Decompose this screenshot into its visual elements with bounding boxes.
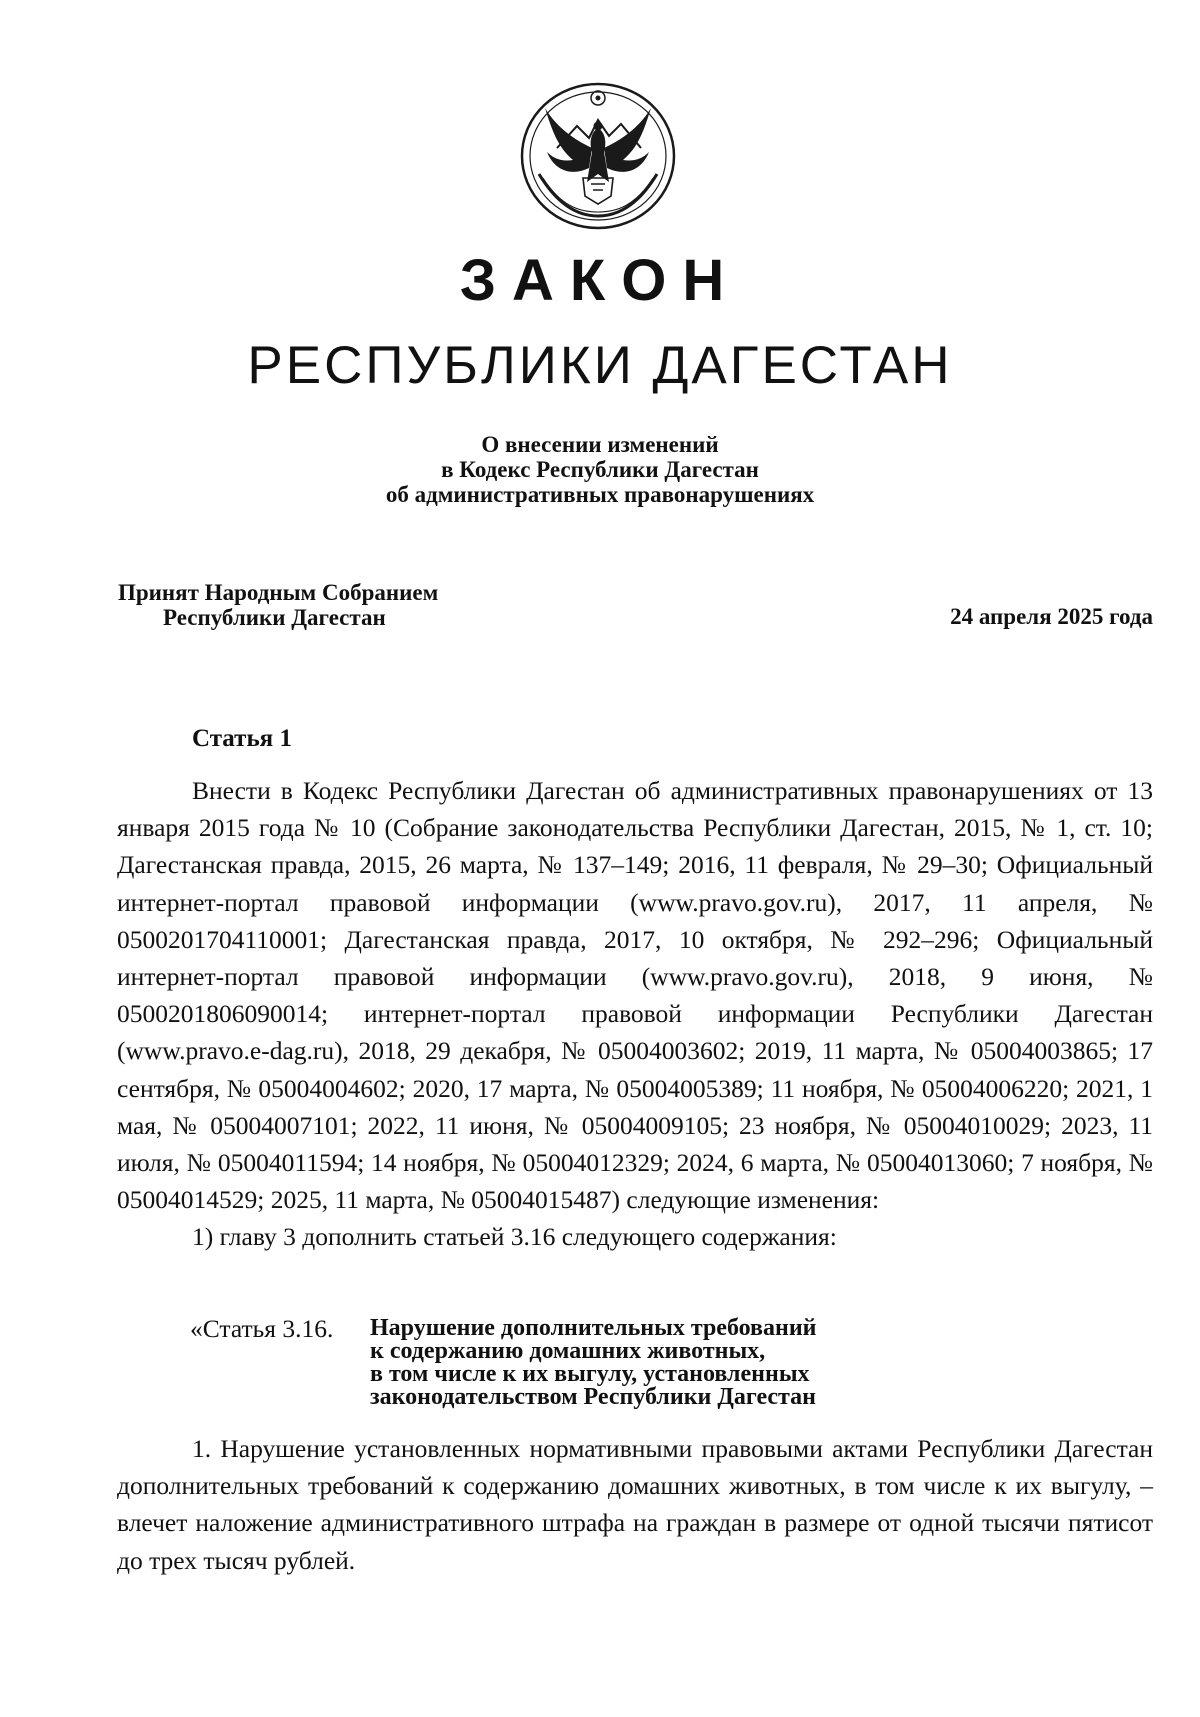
law-subtitle: РЕСПУБЛИКИ ДАГЕСТАН — [247, 336, 953, 395]
subject-line-3: об административных правонарушениях — [385, 482, 815, 507]
adoption-line-2: Республики Дагестан — [163, 605, 386, 630]
article-1-intro: Внести в Кодекс Республики Дагестан об административных правонарушениях от 13 января 2015 года № 10 (Собрание законодательства Республики Дагестан, 2015, № 1, ст. 10; Дагестанская правда, 2015, 26 марта, № 137–149; 2016, 11 февраля, № 29–30; Официальный интернет-портал правовой информации (www.pravo.gov.ru), 2017, 11 апреля, № 0500201704110001; Дагестанская правда, 2017, 10 октября, № 292–296; Официальный интернет-портал правовой информации (www.pravo.gov.ru), 2018, 9 июня, № 0500201806090014; интернет-портал правовой информации Республики Дагестан (www.pravo.e-dag.ru), 2018, 29 декабря, № 05004003602; 2019, 11 марта, № 05004003865; 17 сентября, № 05004004602; 2020, 17 марта, № 05004005389; 11 ноября, № 05004006220; 2021, 1 мая, № 05004007101; 2022, 11 июня, № 05004009105; 23 ноября, № 05004010029; 2023, 11 июля, № 05004011594; 14 ноября, № 05004012329; 2024, 6 марта, № 05004013060; 7 ноября, № 05004014529; 2025, 11 марта, № 05004015487) следующие изменения: — [117, 776, 1153, 1215]
article-3-16-title — [370, 1317, 816, 1409]
law-subject — [0, 432, 1200, 507]
adoption-body — [118, 580, 438, 630]
article-3-16-body — [117, 1430, 1153, 1579]
article-3-16-heading — [190, 1314, 817, 1410]
article-1-item-1: 1) главу 3 дополнить статьей 3.16 следующего содержания: — [192, 1222, 837, 1252]
law-title: ЗАКОН — [459, 248, 741, 313]
article-1-heading: Статья 1 — [192, 725, 292, 752]
article-3-16-title-line-4: законодательством Республики Дагестан — [370, 1384, 816, 1410]
coat-of-arms-icon — [517, 78, 679, 234]
adoption-date: 24 апреля 2025 года — [950, 604, 1153, 629]
article-3-16-number: «Статья 3.16. — [190, 1314, 334, 1343]
article-3-16-title-line-2: к содержанию домашних животных, — [370, 1338, 766, 1364]
article-3-16-title-line-1: Нарушение дополнительных требований — [370, 1315, 817, 1341]
article-1-body — [117, 772, 1153, 1256]
subject-line-2: в Кодекс Республики Дагестан — [441, 457, 759, 482]
article-3-16-title-line-3: в том числе к их выгулу, установленных — [370, 1361, 810, 1387]
adoption-line-1: Принят Народным Собранием — [118, 580, 439, 605]
article-3-16-paragraph-1: 1. Нарушение установленных нормативными правовыми актами Республики Дагестан дополнительных требований к содержанию домашних животных, в том числе к их выгулу, – влечет наложение административного штрафа на граждан в размере от одной тысячи пятисот до трех тысяч рублей. — [117, 1434, 1153, 1575]
subject-line-1: О внесении изменений — [481, 432, 719, 457]
